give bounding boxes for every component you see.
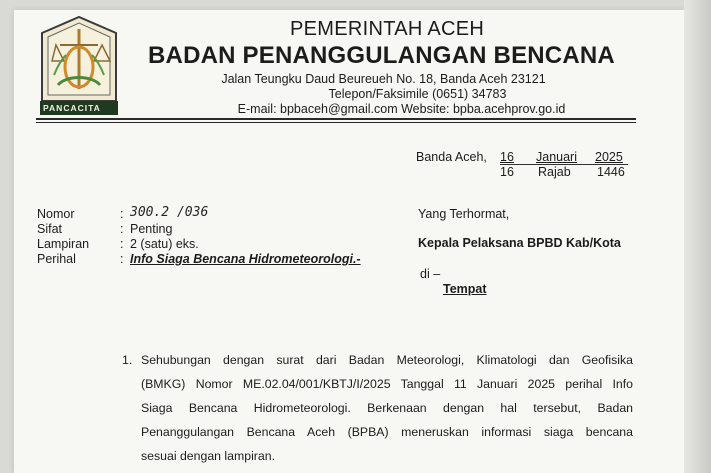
hijri-year: 1446 — [597, 165, 625, 179]
letterhead-rule — [36, 118, 636, 120]
nomor-colon: : — [120, 207, 124, 221]
hijri-day: 16 — [500, 165, 514, 179]
agency-phone: Telepon/Faksimile (0651) 34783 — [328, 87, 507, 101]
date-day: 16 — [500, 150, 514, 164]
paragraph-line: (BMKG) Nomor ME.02.04/001/KBTJ/I/2025 Tanggal 11 Januari 2025 perihal Info — [141, 377, 633, 391]
sifat-value: Penting — [130, 222, 173, 236]
paragraph-line: Siaga Bencana Hidrometeorologi. Berkenaan dengan hal tersebut, Badan — [141, 401, 633, 415]
date-place: Banda Aceh, — [416, 150, 487, 164]
agency-name: BADAN PENANGGULANGAN BENCANA — [148, 42, 615, 69]
page-edge — [684, 0, 711, 473]
nomor-label: Nomor — [37, 207, 75, 221]
body-paragraph — [122, 348, 633, 468]
hijri-month: Rajab — [538, 165, 571, 179]
nomor-value: 300.2 /036 — [130, 205, 209, 220]
lampiran-value: 2 (satu) eks. — [130, 237, 199, 251]
paragraph-line: sesuai dengan lampiran. — [141, 449, 275, 463]
sifat-label: Sifat — [37, 222, 63, 236]
perihal-colon: : — [120, 252, 124, 266]
salutation: Yang Terhormat, — [418, 207, 510, 221]
paragraph-line: Sehubungan dengan surat dari Badan Meteorologi, Klimatologi dan Geofisika — [141, 353, 633, 367]
sifat-colon: : — [120, 222, 124, 236]
recipient-name: Kepala Pelaksana BPBD Kab/Kota — [418, 236, 621, 250]
lampiran-label: Lampiran — [37, 237, 90, 251]
recipient-place: Tempat — [443, 282, 487, 296]
date-year: 2025 — [595, 150, 623, 164]
lampiran-colon: : — [120, 237, 124, 251]
logo-caption: PANCACITA — [43, 103, 101, 113]
perihal-label: Perihal — [37, 252, 76, 266]
recipient-di: di – — [420, 267, 441, 281]
letterhead-rule-thin — [36, 122, 636, 123]
government-name: PEMERINTAH ACEH — [290, 18, 485, 40]
perihal-value: Info Siaga Bencana Hidrometeorologi.- — [130, 252, 361, 266]
date-month: Januari — [536, 150, 577, 164]
paragraph-number: 1. — [122, 353, 133, 367]
agency-contact: E-mail: bpbaceh@gmail.com Website: bpba.acehprov.go.id — [237, 102, 566, 116]
agency-address: Jalan Teungku Daud Beureueh No. 18, Banda Aceh 23121 — [221, 72, 546, 86]
paragraph-line: Penanggulangan Bencana Aceh (BPBA) meneruskan informasi siaga bencana — [141, 425, 633, 439]
